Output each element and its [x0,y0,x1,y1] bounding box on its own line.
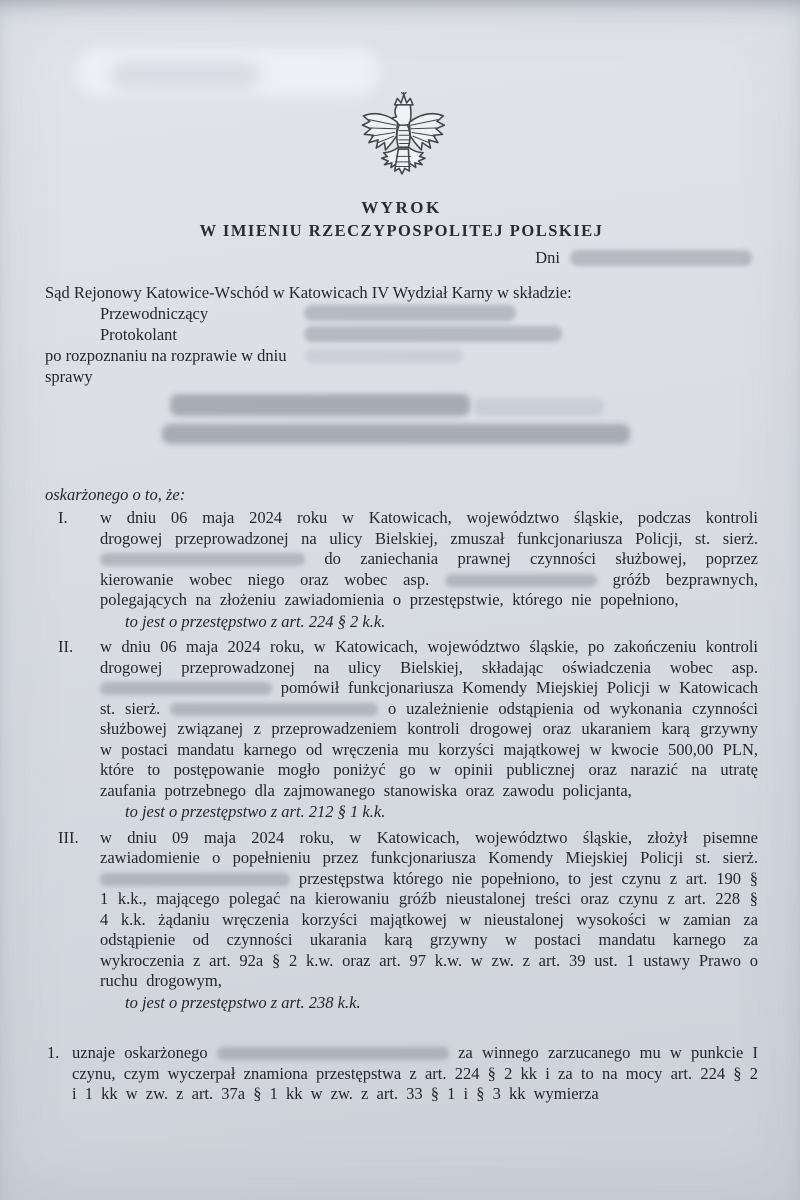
charges-intro: oskarżonego o to, że: [45,485,186,504]
presiding-judge-line [45,303,758,324]
charge-text-segment: w dniu 06 maja 2024 roku w Katowicach, województwo śląskie, podczas kontroli drogowej przeprowadzonej na ulicy Bielskiej, zmuszał funkcjonariusza Policji, st. sierż. [100,508,758,548]
charge-legal-basis: to jest o przestępstwo z art. 238 k.k. [125,992,361,1012]
verdict-text-segment: uznaje oskarżonego [72,1043,208,1062]
redacted-defendant-name [217,1047,449,1060]
charge-text [100,828,758,992]
charge-item-1 [45,508,758,632]
verdict-list [45,1043,758,1105]
redacted-officer-name [100,553,305,566]
emblem-wrap [45,0,758,189]
redacted-defendant-block [45,394,758,444]
court-composition-line: Sąd Rejonowy Katowice-Wschód w Katowicach IV Wydział Karny w składzie: [45,283,572,302]
charge-text [100,637,758,801]
charge-text-segment: pomówił funkcjonariusza Komendy Miejskiej Policji w Katowicach st. sierż. [100,678,758,718]
verdict-text [72,1043,758,1105]
charge-legal-basis: to jest o przestępstwo z art. 212 § 1 k.k. [125,802,386,821]
charge-text-segment: do zaniechania prawnej czynności służbowej, poprzez kierowanie wobec niego oraz wobec asp. [100,549,758,589]
clerk-label: Protokolant [100,325,177,344]
charge-numeral: II. [58,637,74,656]
redacted-officer-name [100,682,272,695]
charge-text-segment: o uzależnienie odstąpienia od wykonania czynności służbowej związanej z przeprowadzeniem kontroli drogowej oraz ukaraniem karą grzywny w postaci mandatu karnego od wręczenia mu korzyści majątkowej w kwocie 500,00 PLN, które to postępowanie mogło poniżyć go w opinii publicznej oraz narazić na utratę zaufania potrzebnego dla zajmowanego stanowiska oraz zawodu policjanta, [100,698,758,800]
polish-eagle-emblem [356,92,448,184]
redacted-hearing-date [305,349,463,363]
verdict-text-segment: za winnego zarzucanego mu w punkcie I czynu, czym wyczerpał znamiona przestępstwa z art. 224 § 2 kk i za to na mocy art. 224 § 2 i 1 kk w zw. z art. 37a § 1 kk w zw. z art. 33 § 1 i § 3 kk wymierza [72,1043,758,1103]
court-composition-block [45,282,758,444]
redacted-officer-name [445,574,597,587]
charge-numeral: I. [58,508,68,527]
redacted-officer-name [170,703,378,716]
case-line [45,366,758,387]
charge-text-segment: przestępstwa którego nie popełniono, to jest czynu z art. 190 § 1 k.k., mającego polegać na kierowaniu gróźb nieustalonej treści oraz czynu z art. 228 § 4 k.k. żądaniu wręczenia korzyści majątkowej w nieustalonej wysokości w zamian za odstąpienie od czynności ukarania karą grzywny w postaci mandatu karnego za wykroczenia z art. 92a § 2 k.w. oraz art. 97 k.w. w zw. z art. 39 ust. 1 ustawy Prawo o ruchu drogowym, [100,868,759,990]
presiding-label: Przewodniczący [100,304,209,323]
redacted-date [570,250,752,266]
charge-text-segment: gróźb bezprawnych, polegających na złożeniu zawiadomienia o przestępstwie, którego nie popełniono, [100,569,758,609]
charge-item-2 [45,637,758,823]
charge-text [100,508,758,611]
charge-numeral: III. [58,827,79,847]
charge-text-segment: w dniu 06 maja 2024 roku, w Katowicach, województwo śląskie, po zakończeniu kontroli drogowej przeprowadzonej na ulicy Bielskiej, składając oświadczenia wobec asp. [100,637,758,677]
verdict-numeral: 1. [47,1043,60,1062]
charge-item-3 [45,828,758,1014]
redacted-judge-name [304,305,516,321]
case-label: sprawy [45,367,93,386]
redacted-defendant-name [170,394,470,416]
judgment-title: WYROK [361,198,442,217]
redacted-clerk-name [304,326,562,342]
hearing-line [45,345,758,366]
charges-list [45,508,758,1013]
clerk-line [45,324,758,345]
date-label: Dni [535,247,560,267]
judgment-subtitle: W IMIENIU RZECZYPOSPOLITEJ POLSKIEJ [199,221,604,240]
redacted-defendant-name-cont [474,398,604,416]
verdict-item-1 [45,1043,758,1105]
redacted-officer-name [100,873,290,886]
redacted-defendant-details [162,424,630,444]
date-line [45,248,758,267]
charge-legal-basis: to jest o przestępstwo z art. 224 § 2 k.k. [125,611,386,631]
hearing-label: po rozpoznaniu na rozprawie w dniu [45,346,287,365]
charge-text-segment: w dniu 09 maja 2024 roku, w Katowicach, województwo śląskie, złożył pisemne zawiadomienie o popełnieniu przez funkcjonariusza Komendy Miejskiej Policji st. sierż. [100,827,758,867]
